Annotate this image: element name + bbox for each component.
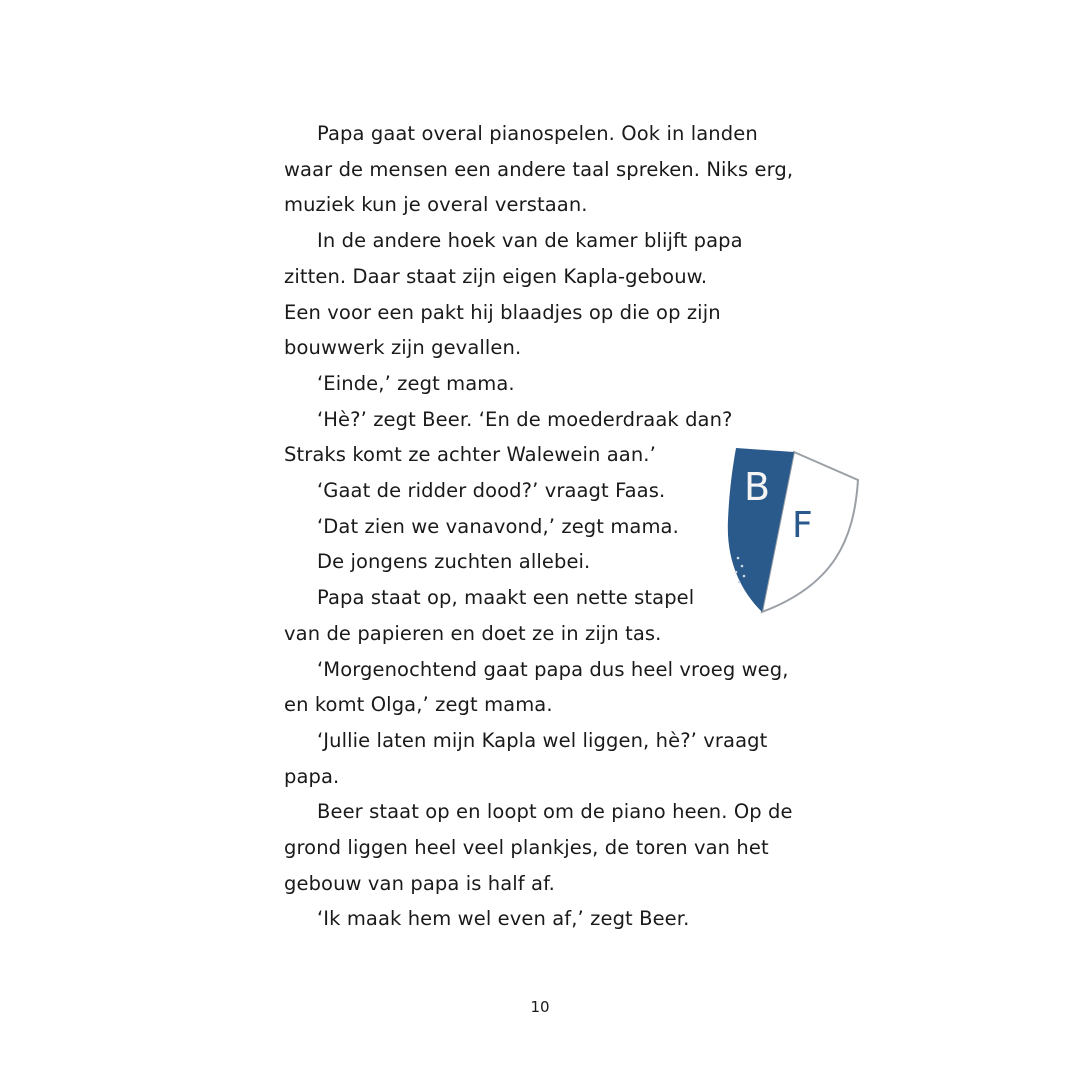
text-line: ‘Morgenochtend gaat papa dus heel vroeg weg, (317, 657, 789, 681)
text-line: ‘Dat zien we vanavond,’ zegt mama. (317, 514, 679, 538)
text-line: en komt Olga,’ zegt mama. (284, 693, 553, 717)
text-line: Papa staat op, maakt een nette stapel (317, 586, 695, 610)
text-line: Beer staat op en loopt om de piano heen. Op de (317, 800, 793, 824)
text-line: zitten. Daar staat zijn eigen Kapla-gebouw. (284, 264, 708, 288)
text-line: papa. (284, 764, 340, 788)
text-line: Een voor een pakt hij blaadjes op die op zijn (284, 300, 721, 324)
shield-dot (741, 565, 744, 568)
text-line: waar de mensen een andere taal spreken. Niks erg, (284, 157, 794, 181)
text-line: In de andere hoek van de kamer blijft papa (317, 229, 743, 253)
text-line: bouwwerk zijn gevallen. (284, 336, 522, 360)
text-line: muziek kun je overal verstaan. (284, 193, 588, 217)
text-line: gebouw van papa is half af. (284, 871, 555, 895)
text-line: ‘Gaat de ridder dood?’ vraagt Faas. (317, 479, 666, 503)
text-line: De jongens zuchten allebei. (317, 550, 591, 574)
text-line: van de papieren en doet ze in zijn tas. (284, 621, 662, 645)
text-line: Papa gaat overal pianospelen. Ook in landen (317, 122, 758, 145)
text-line: ‘Hè?’ zegt Beer. ‘En de moederdraak dan? (317, 407, 733, 431)
text-line: ‘Jullie laten mijn Kapla wel liggen, hè?’ vraagt (317, 728, 768, 752)
text-line: ‘Einde,’ zegt mama. (317, 371, 515, 395)
shield-illustration (722, 440, 862, 620)
shield-dot (738, 581, 741, 584)
text-line: Straks komt ze achter Walewein aan.’ (284, 443, 656, 467)
shield-dot (735, 571, 738, 574)
shield-dot (737, 557, 740, 560)
page-number: 10 (530, 998, 550, 1016)
shield-dot (743, 575, 746, 578)
shield-letter-b: B (744, 465, 771, 509)
text-line: grond liggen heel veel plankjes, de toren van het (284, 836, 769, 860)
text-line: ‘Ik maak hem wel even af,’ zegt Beer. (317, 907, 690, 931)
shield-letter-f: F (792, 505, 813, 546)
